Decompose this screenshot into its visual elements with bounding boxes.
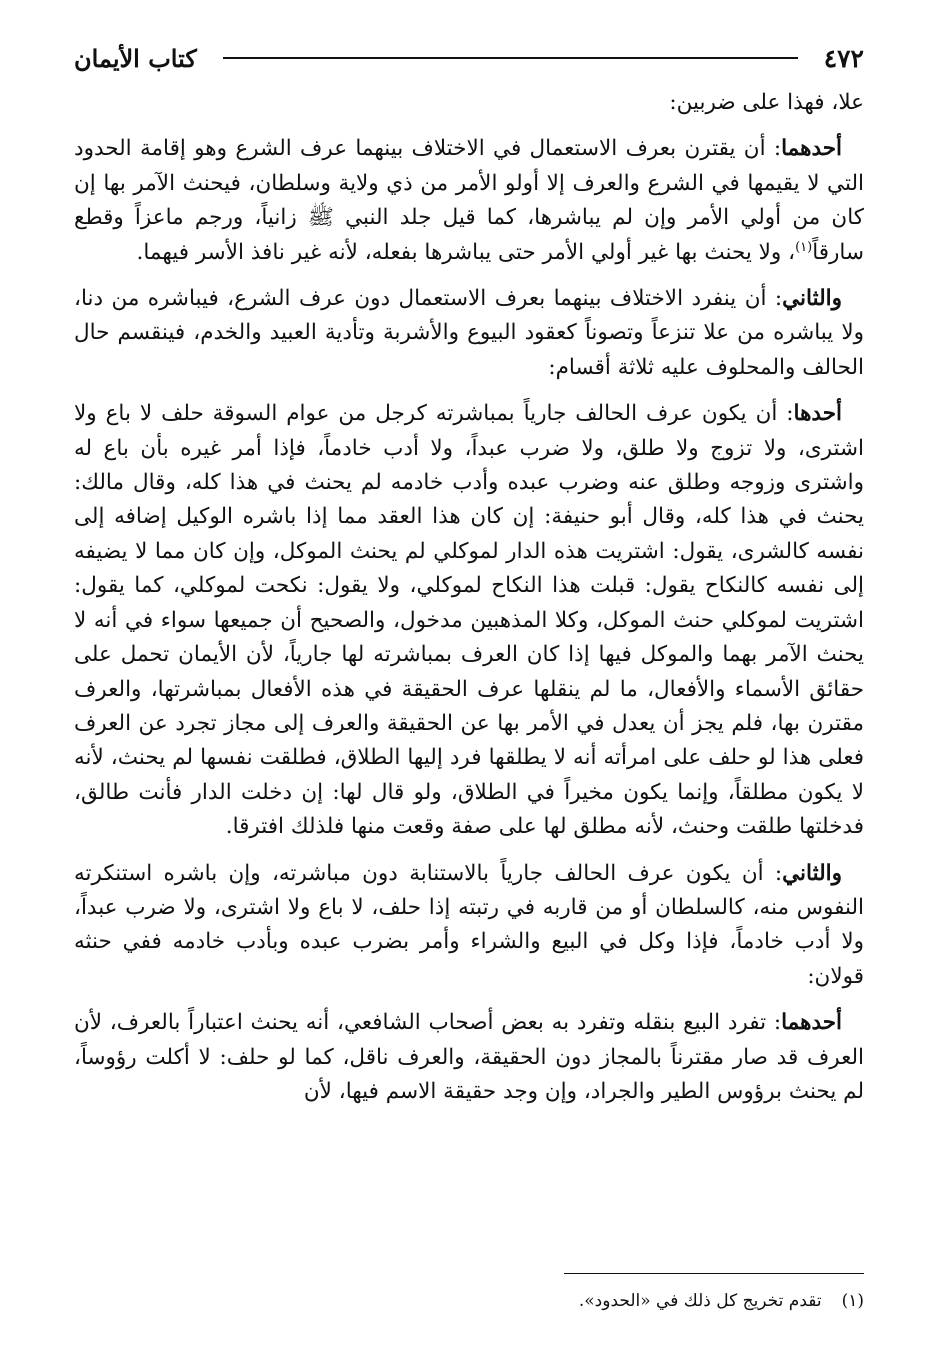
paragraph-lead: والثاني xyxy=(782,286,842,312)
book-title: كتاب الأيمان xyxy=(74,43,197,73)
paragraph-second-case xyxy=(74,282,864,385)
paragraph-lead: أحدها xyxy=(793,401,842,427)
footnote-rule xyxy=(564,1273,864,1274)
paragraph-text: : أن يكون عرف الحالف جارياً بمباشرته كرجل من عوام السوقة حلف لا باع ولا اشترى، ولا تزوج ولا طلق، ولا ضرب عبداً، ولا أدب خادماً، فإذا أمر غيره بأن باع له واشترى وزوجه وطلق عنه وضرب عبده وأدب خادمه لم يحنث في هذا كله، وقال مالك: يحنث في هذا كله، وقال أبو حنيفة: إن كان هذا العقد مما إذا باشره الوكيل إضافه إلى نفسه كالشرى، يقول: اشتريت هذه الدار لموكلي لم يحنث الموكل، وإن كان مما لا يضيفه إلى نفسه كالنكاح يقول: قبلت هذا النكاح لموكلي، ولا يقول: نكحت لموكلي، كما يقول: اشتريت لموكلي حنث الموكل، وكلا المذهبين مدخول، والصحيح أن جميعها سواء في أنه لا يحنث الآمر بهما والموكل فيها إذا كان العرف بمباشرته لها جارياً، لأن الأيمان تحمل على حقائق الأسماء والأفعال، ما لم ينقلها عرف الحقيقة في هذه الأفعال بمباشرتها، والعرف مقترن بها، فلم يجز أن يعدل في الأمر بها عن الحقيقة والعرف إلى مجاز تجرد عن العرف فعلى هذا لو حلف على امرأته أنه لا يطلقها فرد إليها الطلاق، فطلقت نفسها لم يحنث، لأنه لا يكون مطلقاً، وإنما يكون مخيراً في الطلاق، ولو قال لها: إن دخلت الدار فأنت طالق، فدخلتها طلقت وحنث، لأنه مطلق لها على صفة وقعت منها فلذلك افترقا. xyxy=(74,401,864,840)
footnote-text: تقدم تخريج كل ذلك في «الحدود». xyxy=(578,1291,822,1311)
paragraph-first-case xyxy=(74,132,864,270)
header-rule xyxy=(223,57,798,59)
paragraph-text: : أن يقترن بعرف الاستعمال في الاختلاف بينهما عرف الشرع وهو إقامة الحدود التي لا يقيمها في الشرع والعرف إلا أولو الأمر من ذي ولاية وسلطان، فيحنث الآمر بها إن كان من أولي الأمر وإن لم يباشرها، كما قيل جلد النبي ﷺ زانياً، ورجم ماعزاً وقطع سارقاً xyxy=(74,136,864,265)
paragraph-lead: والثاني xyxy=(782,860,842,886)
paragraph-text: : تفرد البيع بنقله وتفرد به بعض أصحاب الشافعي، أنه يحنث اعتباراً بالعرف، لأن العرف قد صار مقترناً بالمجاز دون الحقيقة، والعرف ناقل، كما لو حلف: لا أكلت رؤوساً، لم يحنث برؤوس الطير والجراد، وإن وجد حقيقة الاسم فيها، لأن xyxy=(74,1010,864,1104)
paragraph-opinion-one xyxy=(74,1006,864,1109)
paragraph-section-two xyxy=(74,857,864,995)
footnote-reference[interactable]: (١) xyxy=(795,239,813,255)
page-number: ٤٧٢ xyxy=(823,43,864,73)
paragraph-lead: أحدهما xyxy=(781,136,842,162)
footnote-number: (١) xyxy=(841,1291,864,1311)
intro-text: علا، فهذا على ضربين: xyxy=(669,90,864,115)
main-text xyxy=(74,86,864,1109)
footnote xyxy=(74,1288,864,1314)
paragraph-lead: أحدهما xyxy=(781,1010,842,1036)
intro-paragraph xyxy=(74,86,864,120)
paragraph-text-end: ، ولا يحنث بها غير أولي الأمر حتى يباشرها بفعله، لأنه غير نافذ الأسر فيهما. xyxy=(136,239,796,265)
paragraph-text: : أن يكون عرف الحالف جارياً بالاستنابة دون مباشرته، وإن باشره استنكرته النفوس منه، كالسلطان أو من قاربه في رتبته إذا حلف، لا باع ولا اشترى، ولا ضرب عبداً، ولا أدب خادماً، فإذا وكل في البيع والشراء وأمر بضرب عبده وبأدب خادمه ففي حنثه قولان: xyxy=(74,860,864,989)
paragraph-text: : أن ينفرد الاختلاف بينهما بعرف الاستعمال دون عرف الشرع، فيباشره من دنا، ولا يباشره من علا تنزعاً وتصوناً كعقود البيوع والأشربة وتأدية العبيد والخدم، فينقسم حال الحالف والمحلوف عليه ثلاثة أقسام: xyxy=(74,286,864,380)
page-header xyxy=(74,38,864,78)
paragraph-section-one xyxy=(74,397,864,844)
